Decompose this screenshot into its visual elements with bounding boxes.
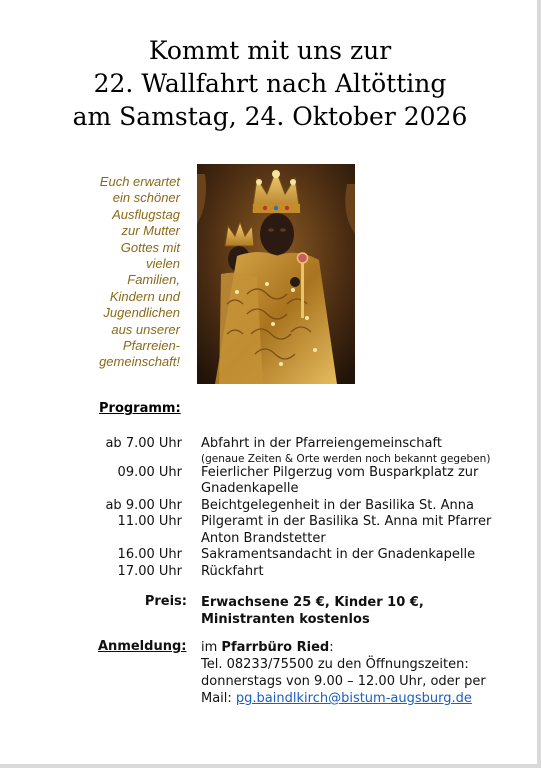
schedule-time: ab 9.00 Uhr	[105, 497, 182, 513]
price-line-1: Erwachsene 25 €, Kinder 10 €,	[201, 595, 424, 610]
schedule-row	[60, 514, 530, 547]
intro-line: Gottes mit	[120, 239, 180, 255]
registration-hours: donnerstags von 9.00 – 12.00 Uhr, oder per	[201, 674, 486, 689]
price-label: Preis:	[144, 594, 187, 609]
schedule-description-cont: Gnadenkapelle	[201, 481, 299, 496]
schedule-description: Abfahrt in der Pfarreiengemeinschaft	[201, 436, 442, 451]
registration-details	[201, 639, 486, 707]
parish-office-name: Pfarrbüro Ried	[221, 640, 330, 655]
intro-line: Pfarreien-	[122, 338, 180, 354]
registration-phone: Tel. 08233/75500 zu den Öffnungszeiten:	[201, 657, 469, 672]
price-line-2: Ministranten kostenlos	[201, 612, 370, 627]
schedule-time: 11.00 Uhr	[117, 514, 182, 529]
schedule-time: 09.00 Uhr	[117, 464, 182, 480]
program-heading: Programm:	[99, 401, 181, 416]
registration-suffix: :	[329, 640, 334, 655]
schedule-row	[60, 547, 530, 564]
registration-mail-line	[201, 690, 486, 707]
title-line-2: 22. Wallfahrt nach Altötting	[93, 69, 447, 98]
registration-prefix: im	[201, 640, 222, 655]
schedule-row	[60, 564, 530, 581]
schedule-row	[60, 498, 530, 515]
page-edge-bottom	[0, 764, 541, 768]
schedule-time: 17.00 Uhr	[117, 563, 182, 579]
intro-line: zur Mutter	[121, 223, 180, 239]
schedule-description-cont: Anton Brandstetter	[201, 530, 326, 546]
schedule-description: Rückfahrt	[201, 563, 264, 579]
registration-label: Anmeldung:	[98, 639, 187, 654]
title-line-3: am Samstag, 24. Oktober 2026	[72, 102, 468, 131]
program-schedule	[60, 436, 530, 580]
intro-line: gemeinschaft!	[99, 354, 180, 370]
madonna-image	[197, 164, 355, 384]
email-link[interactable]: pg.baindlkirch@bistum-augsburg.de	[235, 691, 472, 706]
schedule-description: Feierlicher Pilgerzug vom Busparkplatz zur	[201, 464, 479, 480]
intro-line: Familien,	[127, 272, 180, 288]
schedule-note: (genaue Zeiten & Orte werden noch bekannt gegeben)	[201, 452, 491, 465]
schedule-time: ab 7.00 Uhr	[105, 436, 182, 451]
schedule-description: Sakramentsandacht in der Gnadenkapelle	[201, 547, 476, 562]
schedule-description: Beichtgelegenheit in der Basilika St. Anna	[201, 497, 474, 513]
intro-line: Euch erwartet	[99, 174, 180, 189]
intro-line: ein schöner	[112, 190, 180, 206]
flyer-title	[0, 34, 541, 133]
intro-line: Kindern und	[109, 288, 180, 304]
schedule-description: Pilgeramt in der Basilika St. Anna mit Pfarrer	[201, 514, 492, 529]
intro-line: vielen	[146, 256, 180, 272]
intro-line: Jugendlichen	[103, 305, 180, 321]
page-edge-right	[537, 0, 541, 768]
mail-prefix: Mail:	[201, 691, 236, 706]
schedule-row	[60, 465, 530, 498]
intro-text	[70, 174, 180, 371]
registration-line-1	[201, 639, 486, 656]
schedule-row	[60, 436, 530, 465]
intro-line: Ausflugstag	[112, 206, 180, 222]
title-line-1: Kommt mit uns zur	[148, 36, 392, 65]
schedule-time: 16.00 Uhr	[117, 547, 182, 562]
price-details	[201, 594, 424, 628]
intro-line: aus unserer	[111, 321, 180, 337]
